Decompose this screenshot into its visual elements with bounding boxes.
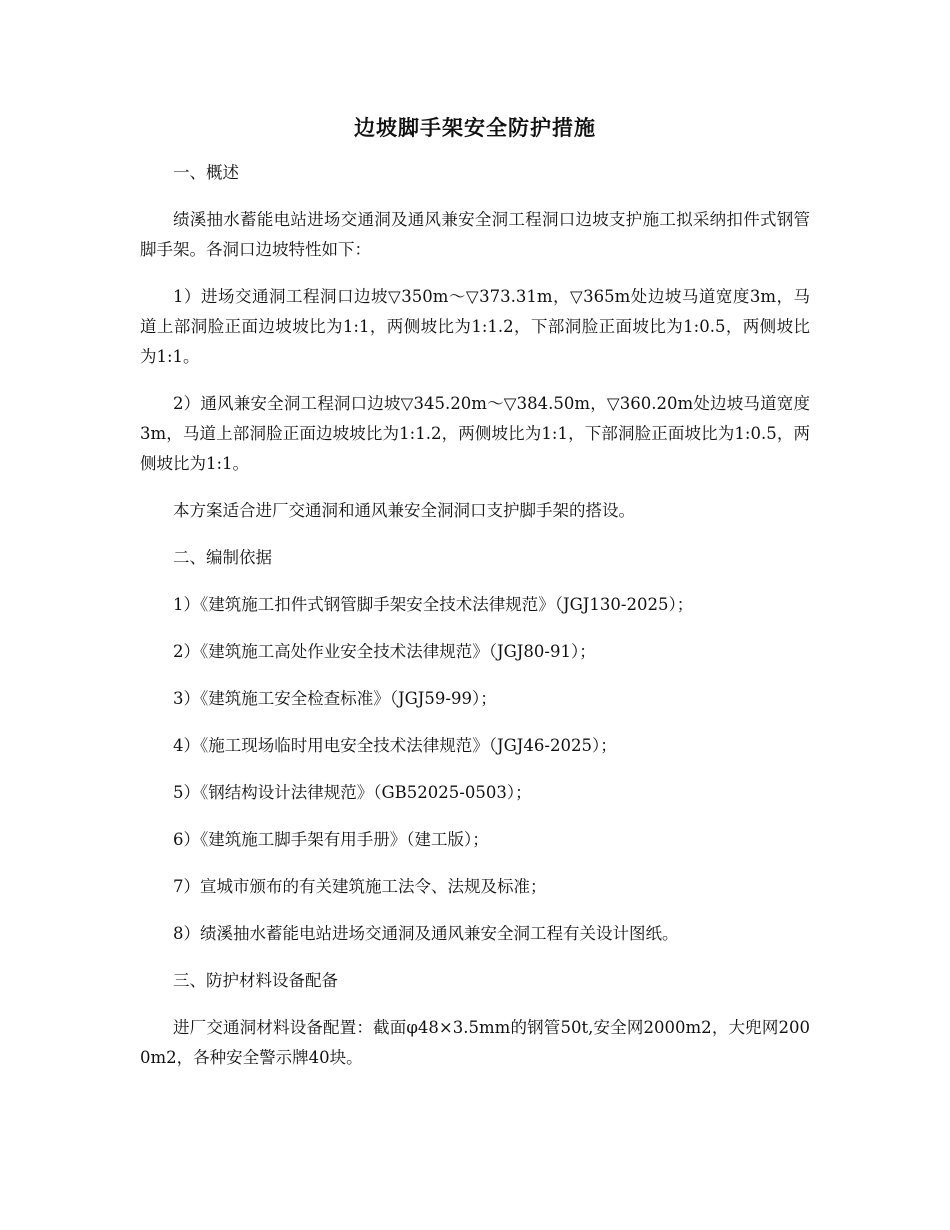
list-item: 4）《施工现场临时用电安全技术法律规范》（JGJ46-2025）；: [173, 736, 617, 755]
section-heading-materials: 三、防护材料设备配备: [173, 971, 338, 990]
list-item: 6）《建筑施工脚手架有用手册》（建工版）；: [173, 830, 489, 849]
list-item: 8）绩溪抽水蓄能电站进场交通洞及通风兼安全洞工程有关设计图纸。: [173, 924, 679, 943]
paragraph-slope-2: 2）通风兼安全洞工程洞口边坡▽345.20m～▽384.50m，▽360.20m处边坡马道宽度3m，马道上部洞脸正面边坡坡比为1:1.2，两侧坡比为1:1，下部洞脸正面坡比为1:0.5，两侧坡比为1:1。: [140, 394, 810, 473]
paragraph-scope: 本方案适合进厂交通洞和通风兼安全洞洞口支护脚手架的搭设。: [173, 501, 635, 520]
paragraph-materials: 进厂交通洞材料设备配置：截面φ48×3.5mm的钢管50t,安全网2000m2，大兜网2000m2，各种安全警示牌40块。: [140, 1018, 810, 1067]
list-item: 7）宣城市颁布的有关建筑施工法令、法规及标准；: [173, 877, 547, 896]
list-item: 2）《建筑施工高处作业安全技术法律规范》（JGJ80-91）；: [173, 642, 596, 661]
list-item: 3）《建筑施工安全检查标准》（JGJ59-99）；: [173, 689, 497, 708]
paragraph-intro: 绩溪抽水蓄能电站进场交通洞及通风兼安全洞工程洞口边坡支护施工拟采纳扣件式钢管脚手架。各洞口边坡特性如下：: [140, 210, 810, 259]
list-item: 5）《钢结构设计法律规范》（GB52025-0503）；: [173, 783, 532, 802]
list-item: 1）《建筑施工扣件式钢管脚手架安全技术法律规范》（JGJ130-2025）；: [173, 595, 694, 614]
document-title: 边坡脚手架安全防护措施: [354, 116, 596, 140]
document-page: [140, 112, 810, 1090]
paragraph-slope-1: 1）进场交通洞工程洞口边坡▽350m～▽373.31m，▽365m处边坡马道宽度3m，马道上部洞脸正面边坡坡比为1:1，两侧坡比为1:1.2，下部洞脸正面坡比为1:0.5，两侧坡比为1:1。: [140, 287, 810, 366]
section-heading-overview: 一、概述: [173, 163, 239, 182]
section-heading-basis: 二、编制依据: [173, 548, 272, 567]
